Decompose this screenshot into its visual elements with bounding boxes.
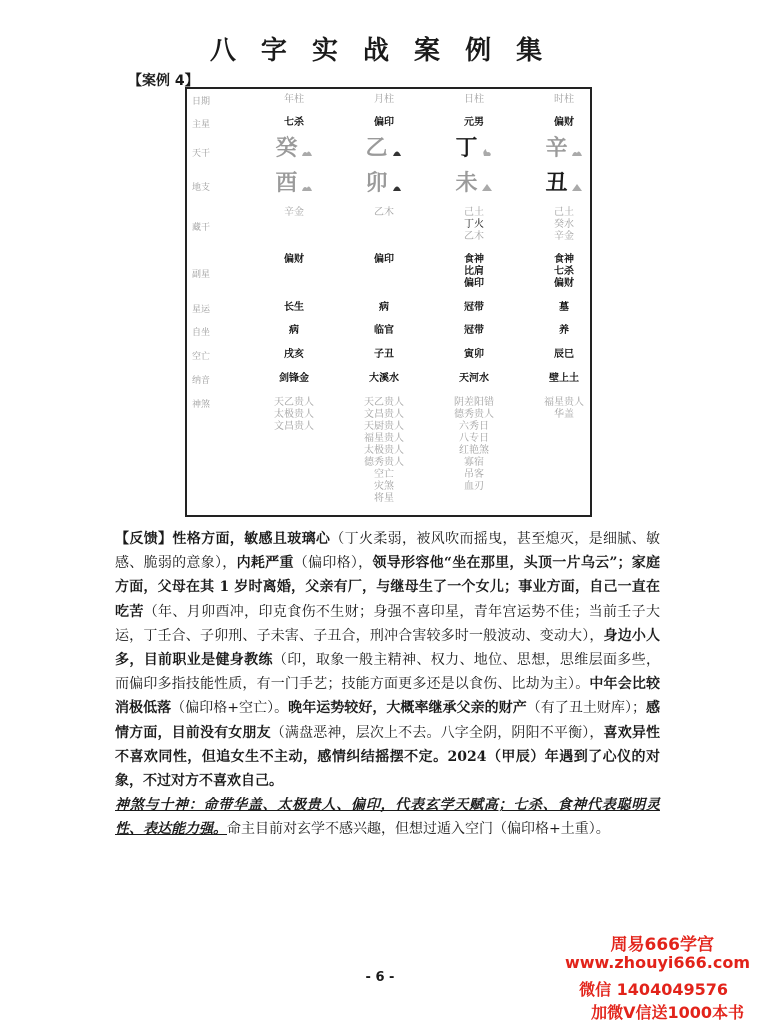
branch: 丑 [524,171,604,197]
shensha-item: 血刃 [464,481,484,492]
sub-stars [434,254,514,290]
branch: 酉 [254,171,334,197]
void: 子丑 [374,349,394,360]
hidden-stem: 癸水 [554,219,574,230]
stem: 乙 [344,136,424,162]
row-label-stem: 天干 [192,149,211,159]
main-star: 偏印 [374,117,394,128]
page-number: - 6 - [365,970,395,985]
shensha-item: 华盖 [554,409,574,420]
shensha-item: 空亡 [374,469,394,480]
star-luck: 病 [379,302,389,313]
col-header: 月柱 [374,94,394,105]
shensha-summary: 神煞与十神：命带华盖、太极贵人、偏印，代表玄学天赋高；七杀、食神代表聪明灵性、表达能力强。 [115,797,660,838]
nayin: 天河水 [459,373,489,384]
col-header: 日柱 [464,94,484,105]
shensha-item: 八专日 [459,433,489,444]
shensha-item: 太极贵人 [274,409,314,420]
bazi-chart [185,87,592,517]
star-luck: 冠带 [464,302,484,313]
feedback-text: 【反馈】性格方面，敏感且玻璃心（丁火柔弱，被风吹而摇曳，甚至熄灭，是细腻、敏感、脆弱的意象），内耗严重（偏印格），领导形容他“坐在那里，头顶一片乌云”；家庭方面，父母在其 1 岁时离婚，父亲有厂，与继母生了一个女儿；事业方面，自己一直在吃苦（年、月卯酉冲，印克食伤不生财；身强不喜印星，青年宫运势不佳；当前壬子大运，丁壬合、子卯刑、子未害、子丑合，刑冲合害较多时一般波动、变动大），身边小人多，目前职业是健身教练（印，取象一般主精神、权力、地位、思想，思维层面多些，而偏印多指技能性质，有一门手艺；技能方面更多还是以食伤、比劫为主）。中年会比较消极低落（偏印格+空亡）。晚年运势较好，大概率继承父亲的财产（有了丑土财库）；感情方面，目前没有女朋友（满盘恶神，层次上不去。八字全阴，阴阳不平衡），喜欢异性不喜欢同性，但追女生不主动，感情纠结摇摆不定。2024（甲辰）年遇到了心仪的对象，不过对方不喜欢自己。 神煞与十神：命带华盖、太极贵人、偏印，代表玄学天赋高；七杀、食神代表聪明灵性、表达能力强。命主目前对玄学不感兴趣，但想过遁入空门（偏印格+土重）。 [115,531,661,838]
star-luck: 墓 [559,302,569,313]
hidden-stems [524,207,604,243]
shensha-item: 文昌贵人 [274,421,314,432]
sub-star: 偏财 [284,254,304,265]
row-label-branch: 地支 [192,183,211,193]
star-luck: 长生 [284,302,304,313]
shensha-item: 六秀日 [459,421,489,432]
hidden-stem: 丁火 [464,219,484,230]
hidden-stem: 己土 [464,207,484,218]
element-icon [391,183,403,192]
sub-star: 食神 [554,254,574,265]
hidden-stem: 乙木 [464,231,484,242]
shensha-item: 红艳煞 [459,445,489,456]
main-star: 元男 [464,117,484,128]
watermark-line-3: 微信 1404049576 [579,980,728,999]
sub-star: 食神 [464,254,484,265]
sub-star: 偏财 [554,278,574,289]
element-icon [571,183,583,192]
sub-star: 偏印 [374,254,394,265]
self-seat: 病 [289,325,299,336]
shensha-item: 吊客 [464,469,484,480]
self-seat: 临官 [374,325,394,336]
sub-star: 比肩 [464,266,484,277]
row-label-nayin: 纳音 [192,376,211,386]
row-label-hidden: 藏干 [192,223,211,233]
stem: 癸 [254,136,334,162]
sub-star: 偏印 [464,278,484,289]
shensha-list [524,397,604,421]
shensha-item: 阴差阳错 [454,397,494,408]
branch: 卯 [344,171,424,197]
self-seat: 养 [559,325,569,336]
col-header: 年柱 [284,94,304,105]
row-label-date: 日期 [192,97,211,107]
shensha-item: 天乙贵人 [274,397,314,408]
col-header: 时柱 [554,94,574,105]
stem: 辛 [524,136,604,162]
shensha-list [344,397,424,505]
case-label: 【案例 4】 [128,73,199,89]
watermark-line-2: www.zhouyi666.com [564,953,750,972]
sub-stars [524,254,604,290]
element-icon [571,148,583,157]
main-star: 七杀 [284,117,304,128]
hidden-stems [434,207,514,243]
stem: 丁 [434,136,514,162]
main-star: 偏财 [554,117,574,128]
void: 寅卯 [464,349,484,360]
element-icon [481,183,493,192]
nayin: 剑锋金 [279,373,309,384]
row-label-void: 空亡 [192,352,211,362]
void: 辰巳 [554,349,574,360]
shensha-item: 福星贵人 [364,433,404,444]
shensha-item: 德秀贵人 [364,457,404,468]
hidden-stem: 己土 [554,207,574,218]
hidden-stem: 辛金 [284,207,304,218]
element-icon [481,148,493,157]
element-icon [301,148,313,157]
branch: 未 [434,171,514,197]
shensha-item: 文昌贵人 [364,409,404,420]
row-label-shensha: 神煞 [192,400,211,410]
shensha-item: 寡宿 [464,457,484,468]
shensha-item: 灾煞 [374,481,394,492]
shensha-list [254,397,334,433]
shensha-item: 太极贵人 [364,445,404,456]
row-label-star-luck: 星运 [192,305,211,315]
row-label-self-seat: 自坐 [192,328,211,338]
hidden-stem: 乙木 [374,207,394,218]
sub-star: 七杀 [554,266,574,277]
watermark-line-1: 周易666学宫 [610,935,714,955]
page-title: 八 字 实 战 案 例 集 [209,36,551,66]
shensha-item: 天厨贵人 [364,421,404,432]
element-icon [391,148,403,157]
nayin: 壁上土 [549,373,579,384]
shensha-item: 福星贵人 [544,397,584,408]
shensha-item: 天乙贵人 [364,397,404,408]
self-seat: 冠带 [464,325,484,336]
shensha-item: 德秀贵人 [454,409,494,420]
watermark-line-4: 加微V信送1000本书 [591,1003,744,1022]
void: 戌亥 [284,349,304,360]
row-label-sub-star: 副星 [192,270,211,280]
hidden-stem: 辛金 [554,231,574,242]
shensha-item: 将星 [374,493,394,504]
nayin: 大溪水 [369,373,399,384]
element-icon [301,183,313,192]
row-label-main-star: 主星 [192,120,211,130]
shensha-list [434,397,514,493]
